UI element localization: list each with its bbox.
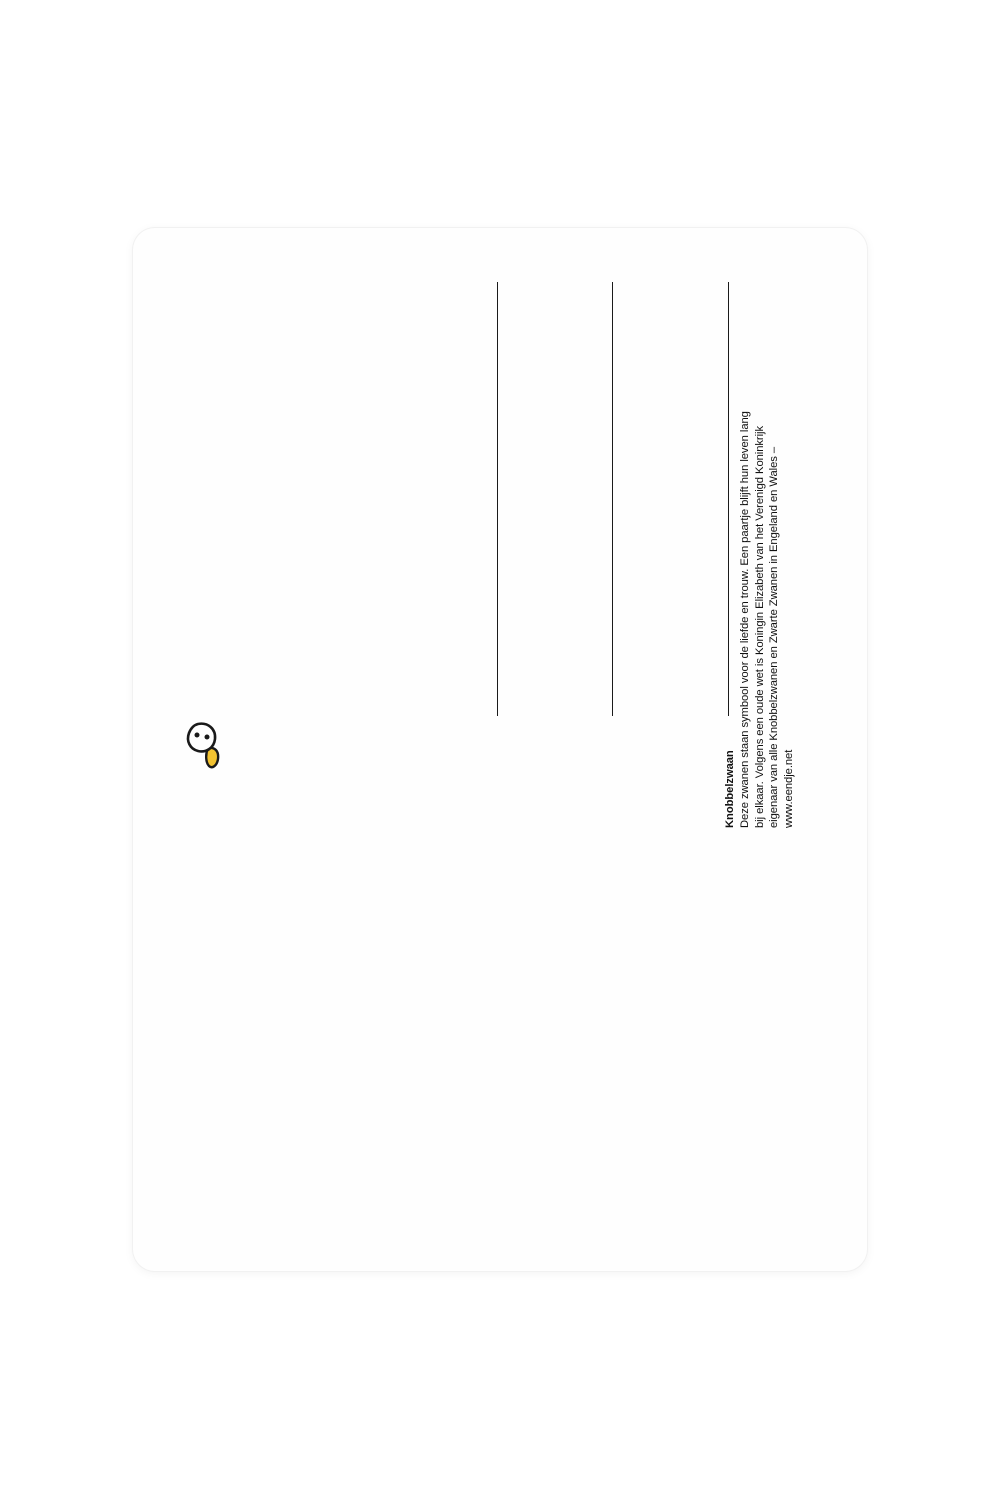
address-line-2 [612,282,613,716]
address-line-1 [497,282,498,716]
caption-title: Knobbelzwaan [724,750,736,828]
caption-block [723,408,843,828]
postcard [133,228,867,1271]
swan-head-doodle [184,718,240,782]
caption-body: Deze zwanen staan symbool voor de liefde en trouw. Een paartje blijft hun leven lang bij elkaar. Volgens een oude wet is Koningin Elizabeth van het Verenigd Koninkrijk eigenaar van alle Knobbelzwanen en Zwarte Zwanen in Engeland en Wales – www.eendje.net [739,411,795,828]
